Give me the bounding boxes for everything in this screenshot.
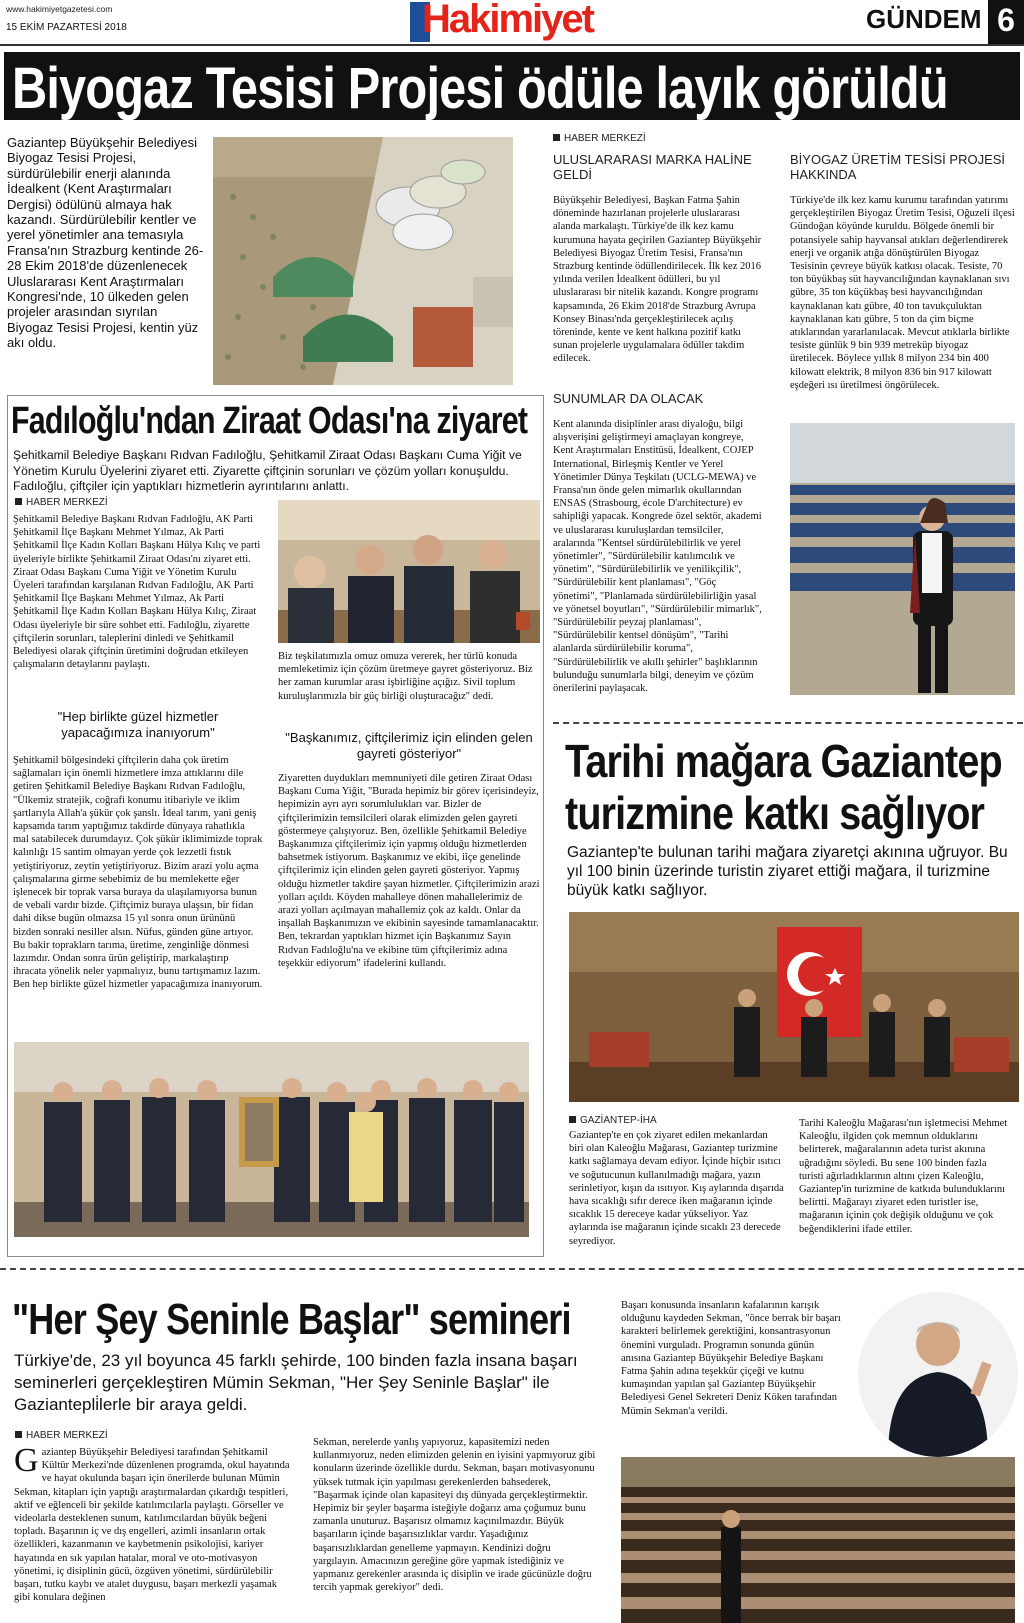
lead-headline-bar — [4, 52, 1020, 120]
speaker-portrait — [858, 1292, 1018, 1457]
lead-subhead-sunumlar: SUNUMLAR DA OLACAK — [553, 391, 704, 406]
lead-body-1: Büyükşehir Belediyesi, Başkan Fatma Şahin döneminde hazırlanan projelerle uluslararası alanda markalaştı. Türkiye'de ilk kez kamu kurumuna hayata geçirilen Gaziantep Büyükşehir Belediyesi Biyogaz Üretim Tesisi, Fransa'nın Strazburg kentinde ödüllendirilecek. İlk kez 2016 yılında verilen İdealkent ödülleri, bu yıl uluslararası bir nitelik kazandı. Kongre programı kapsamında, 26 Ekim 2018'de Strazburg Avrupa Konsey Binası'nda gerçekleştirilecek açılış töreninde, kente ve kent halkına pozitif katkı sunan projelerle uygulamalara ödüller takdim edilecek. — [553, 195, 762, 365]
lead-headline: Biyogaz Tesisi Projesi ödüle layık görüldü — [12, 56, 948, 120]
seminar-hall-illustration — [621, 1457, 1015, 1623]
fadiloglu-body-4: Ziyaretten duydukları memnuniyeti dile getiren Ziraat Odası Başkanı Cuma Yiğit, "Burada hepimiz bir görev içerisindeyiz, hepimizin ayrı ayrı sorumlulukları var. Bizler de çiftçilerimizin temsilcileri olarak elimizden gelen gayreti göstermeye çalışıyoruz. Ben, özellikle Şehitkamil Belediye Başkanımıza çiftçilerimiz için yapmış olduğu hizmetlerden bahsetmek istiyorum. Başkanımız ve ekibi, iîçe genelinde çiftçilerimiz için elinden gelen gayreti gösteriyor. Yapmış olduğu hizmetler takdire şayan hizmetler. Çiftçilerimizin arazi yolları açıldı. Köyden mahalleye dönen mahallelerimiz de arazi yolları açılmayan mahallemiz çok az kaldı. Onlar da inşallah Başkanımızın ve ekibinin sayesinde tamamlanacaktır. Ben, tekrardan yaptıkları hizmet için Başkanımız Sayın Rıdvan Fadıloğlu'na ve ekibine tüm çiftçilerimiz adına teşekkür ediyorum" ifadelerini kullandı. — [278, 773, 540, 969]
seminer-byline: HABER MERKEZİ — [15, 1430, 108, 1441]
lead-subhead-biyogaz: BİYOGAZ ÜRETİM TESİSİ PROJESİ HAKKINDA — [790, 152, 1006, 182]
issue-date: 15 EKİM PAZARTESİ 2018 — [6, 22, 127, 33]
page-number-box — [988, 0, 1024, 44]
solar-field-illustration — [790, 423, 1015, 695]
meeting-illustration — [278, 500, 540, 643]
fadiloglu-body-2: Şehitkamil bölgesindeki çiftçilerin daha çok üretim sağlamaları için önemli hizmetlere imza attıklarını dile getiren Şehitkamil Belediye Başkanı Rıdvan Fadıloğlu, "Ülkemiz stratejik, coğrafi konumu itibariyle ve iklim şartlarıyla Allah'a şükür çok şanslı. İdeal tarım, yani geniş kapsamda tarım yaptığımız takdirde dünyaya rahatlıkla mal satabilecek durumdayız. Çok şükür iklimimizde toprak kalınlığı 15 santim olmayan yerde çok lezzetli fıstık yetiştiriyoruz, zeytin yetiştiriyoruz. Bizim arazi yolu açma çalışmalarına girme sebebimiz de bu memlekette eğer işlenecek bir toprak varsa buraya da ulaşılamıyorsa bunun de vebali vardır bizde. Çiftçimiz buraya ulaşsın, bir fidan dahi dikse bugün olmazsa 15 yıl sonra onun ürününü bizden sonraki nesiller alsın. Nüfus, günden güne artıyor. Bu bakir topraklarn tarıma, üretime, zenginliğe dönmesi lazımdır. Ondan sonra ürün geliştirip, markalaştırıp ihracata yönelik neler yapmalıyız, bunu tartışmamız lazım. Ben hep birlikte güzel hizmetler yapacağımıza inanıyorum. — [13, 755, 263, 991]
fadiloglu-headline: Fadıloğlu'ndan Ziraat Odası'na ziyaret — [11, 400, 528, 442]
seminer-headline: "Her Şey Seninle Başlar" semineri — [12, 1295, 571, 1344]
seminer-body-2: Sekman, nerelerde yanlış yapıyoruz, kapasitemizi neden kullanmıyoruz, neden elimizden gelenin en iyisini yapmıyoruz gibi konuların üzerinde özellikle durdu. Sekman, başarı motivasyonunu yüksek tutmak için yapılması gerekenlerden bahsederek, "Başarmak içinde olan kapasiteyi dış dünyada gerçekleştirmektir. Hepimiz bir şeyler başarma isteğiyle doğarız ama çoğumuz bunu zamanla unuturuz. Başarısız olmamız kaçınılmazdır. Büyük başarıların içinde başarısızlıklar vardır. Yaşadığınız başarısızlıklardan genelleme yapmayın. Kendinizi doğru yargılayın. Amacınızın gereğine göre yapmak istediğiniz ve yapmanız gerekenler arasında iç disiplin ve irade gücünüzle doğru tercih yapmak gerekiyor" dedi. — [313, 1437, 596, 1594]
seminer-col1-wrap — [14, 1442, 292, 1604]
magara-summary: Gaziantep'te bulunan tarihi mağara ziyaretçi akınına uğruyor. Bu yıl 100 binin üzerinde turistin ziyaret ettiği mağara, il turizmine büyük katkı sağlıyor. — [567, 844, 1008, 899]
fadiloglu-byline: HABER MERKEZİ — [15, 497, 108, 508]
seminer-body-3: Başarı konusunda insanların kafalarının karışık olduğunu kaydeden Sekman, "önce berrak bir başarı karakteri belirlemek gerektiğini, konsantrasyonun önemini vurguladı. Programın sonunda günün anısına Gaziantep Büyükşehir Belediye Başkanı Fatma Şahin adına teşekkür çiçeği ve kutnu kumaşından yapılan şal Gaziantep Büyükşehir Belediyesi Genel Sekreteri Deniz Köken tarafından Mümin Sekman'a verildi. — [621, 1300, 841, 1417]
masthead-logo[interactable] — [410, 0, 600, 44]
fadiloglu-quote-1: "Hep birlikte güzel hizmetler yapacağımıza inanıyorum" — [57, 709, 219, 740]
cave-illustration — [569, 912, 1019, 1102]
lead-byline: HABER MERKEZİ — [553, 133, 646, 144]
magara-headline-2: turizmine katkı sağlıyor — [565, 787, 985, 839]
logo-wordmark: Hakimiyet — [422, 0, 593, 41]
seminer-dropcap: G — [14, 1442, 39, 1479]
fadiloglu-summary: Şehitkamil Belediye Başkanı Rıdvan Fadıloğlu, Şehitkamil Ziraat Odası Başkanı Cuma Yiğit ve Yönetim Kurulu Üyelerini ziyaret etti. Ziyarette çiftçinin sorunları ve çözüm yolları konuşuldu. Fadıloğlu, çiftçiler için yaptıkları hizmetlerin ayrıntılarını anlattı. — [13, 448, 522, 493]
magara-headline-1: Tarihi mağara Gaziantep — [565, 735, 1002, 787]
masthead-rule — [0, 44, 1024, 46]
page-number: 6 — [997, 2, 1015, 38]
group-photo — [14, 1042, 529, 1237]
section-label: GÜNDEM — [866, 4, 982, 34]
meeting-photo — [278, 500, 540, 643]
website-url[interactable]: www.hakimiyetgazetesi.com — [6, 4, 113, 14]
lead-intro: Gaziantep Büyükşehir Belediyesi Biyogaz Tesisi Projesi, sürdürülebilir enerji alanında İdealkent (Kent Araştırmaları Dergisi) ödülünü almaya hak kazandı. Sürdürülebilir kentler ve yerel yönetimler ana temasıyla Fransa'nın Strazburg kentinde 26-28 Ekim 2018'de düzenlenecek Uluslararası Kent Araştırmaları Kongresi'nde, 10 ülkeden gelen projeler arasından sıyrılan Biyogaz Tesisi Projesi, kentin yüz akı oldu. — [7, 135, 204, 351]
fadiloglu-quote-2: "Başkanımız, çiftçilerimiz için elinden gelen gayreti gösteriyor" — [285, 730, 533, 761]
magara-body-2: Tarihi Kaleoğlu Mağarası'nın işletmecisi Mehmet Kaleoğlu, ilgiden çok memnun olduklarını belirterek, mağaralarının adeta turist akınına uğradığını söyledi. Bu sene 100 binden fazla turisti ağırladıklarının altını çizen Kaleoğlu, Gaziantep'in turizmine de katkıda bulunduklarını belirtti. Mağarayı ziyaret eden turistler ise, mağaranın içinin çok değişik olduğunu ve çok beğendiklerini ifade ettiler. — [799, 1118, 1008, 1235]
page-divider — [0, 1268, 1024, 1270]
cave-photo — [569, 912, 1019, 1102]
seminar-hall-photo — [621, 1457, 1015, 1623]
fadiloglu-body-1: Şehitkamil Belediye Başkanı Rıdvan Fadıloğlu, AK Parti Şehitkamil İlçe Başkanı Mehmet Yılmaz, Ak Parti Şehitkamil İlçe Kadın Kolları Başkanı Hülya Kılıç ve parti üyeleriyle birlikte Şehitkamil Ziraat Odası'nı ziyaret etti. Ziraat Odası Başkanı Cuma Yiğit ve Yönetim Kurulu Üyeleri tarafından karşılanan Rıdvan Fadıloğlu, AK Parti Şehitkamil İlçe Başkanı Mehmet Yılmaz, Ak Parti Şehitkamil İlçe Kadın Kolları Başkanı Hülya Kılıç, Ziraat Odası üyeleriyle bir süre sohbet etti. Fadıloğlu, ziyarette çiftçilerin sorunları, taleplerini dinledi ve Şehitkamil Belediyesi olarak çiftçinin üretimini doğrudan etkileyen çalışmaların detaylarını paylaştı. — [13, 514, 261, 671]
magara-byline: GAZİANTEP-İHA — [569, 1115, 657, 1126]
seminer-summary: Türkiye'de, 23 yıl boyunca 45 farklı şehirde, 100 binden fazla insana başarı seminerleri gerçekleştiren Mümin Sekman, "Her Şey Seninle Başlar" ile Gaziantepli̇lerle bir araya geldi. — [14, 1351, 578, 1414]
seminer-body-1: aziantep Büyükşehir Belediyesi tarafından Şehitkamil Kültür Merkezi'nde düzenlenen programda, okul hayatında ve hayat okulunda başarı için önerilerde bulunan Mümin Sekman, kitapları için yaptığı araştırmalardan çıkardığı tespitleri, aktif ve eğlenceli bir şekilde katılımcılarla paylaştı. Görseller ve videolarla desteklenen sunum, katılımcılardan büyük beğeni topladı. Başarının iç ve dış engelleri, azimli insanların ortak özellikleri, kazanmanın ve kaybetmenin psikolojisi, kariyer hayatında en sık yapılan hatalar, moral ve oto-motivasyon yönetimi, iç disiplinin gücü, özgüven yönetimi, sürdürülebilir başarı, tutku kaybı ve atalet duygusu, başarı merkezli yaşamak gibi konulara değinen — [14, 1447, 290, 1604]
solar-field-photo — [790, 423, 1015, 695]
group-illustration — [14, 1042, 529, 1237]
lead-body-2: Kent alanında disiplinler arası diyaloğu, bilgi alışverişini geliştirmeyi amaçlayan kongreye, Kent Araştırmaları Enstitüsü, İdealkent, COJEP International, Birleşmiş Kentler ve Yerel Yönetimler Dünya Teşkilatı (UCLG-MEWA) ve Fransa'nın önde gelen mimarlık okullarından ENSAS (Strasbourg, école D'architecture) ev sahipliği yapacak. Kongrede özel sektör, akademi ve uluslararası kuruluşlardan temsilciler, aralarında "Kentsel sürdürülebilirlik ve yerel yönetimler", "Sürdürülebilir katılımcılık ve yönetim", "Sürdürülebilirlik ve yenilikçilik", "Sürdürülebilir kent planlaması", "Göç yönetimi", "Planlamada sürdürülebilirliğin yasal ve yönetsel boyutları", "Sürdürülebilir mimarlık", "Sürdürülebilir peyzaj planlaması", "Sürdürülebilir kentsel dönüşüm", "Tarihi alanlarda sürdürülebilir koruma", "Sürdürülebilirlik ve akıllı şehirler" başlıklarının bulunduğu sunumlarla bilgi, deneyim ve çözüm önerilerini paylaşacak. — [553, 419, 762, 695]
fadiloglu-body-3: Biz teşkilatımızla omuz omuza vererek, her türlü konuda memleketimiz için çözüm üretmeye gayret gösteriyoruz. Biz her zaman kurumlar arası işbirliğine açığız. Sivil toplum kuruluşlarımızla bir güç birliği oluşturacağız" dedi. — [278, 651, 533, 702]
magara-body-1: Gaziantep'te en çok ziyaret edilen mekanlardan biri olan Kaleoğlu Mağarası, Gaziantep turizmine katkı sağlamaya devam ediyor. İçinde hiçbir ısıtıcı ve soğutucunun kullanılmadığı mağara, yazın serinletiyor, kışın da ısıtıyor. Kış aylarında dışarıda hava sıcaklığı sıfır derece iken mağaranın içinde sıcaklık 15 dereceye kadar yükseliyor. Yaz aylarında ise mağaranın içinde sıcaklı 23 derecede seyrediyor. — [569, 1130, 784, 1247]
biogas-plant-illustration — [213, 137, 513, 385]
speaker-illustration — [858, 1292, 1018, 1457]
lead-subhead-marka: ULUSLARARASI MARKA HALİNE GELDİ — [553, 152, 752, 182]
biogas-plant-photo — [213, 137, 513, 385]
lead-body-3: Türkiye'de ilk kez kamu kurumu tarafından yatırımı gerçekleştirilen Biyogaz Üretim Tesisi, Oğuzeli ilçesi Gündoğan köyünde kuruldu. Bölgede önemli bir potansiyele sahip hayvansal atıkları değerlendirerek enerji ve organik atığa dönüştürülen Biyogaz Tesisinin çevreye büyük katkısı olacak. Tesiste, 70 ton büyükbaş süt hayvancılığından kaynaklanan sıvı gübre, 35 ton küçükbaş besi hayvancılığından kaynaklanan katı gübre, 40 ton tavukçuluktan kaynaklanan katı gübre, 5 ton da çim biçme atıklarından yararlanılacak. Mevcut atıklarla birlikte tesiste günlük 9 bin 939 metreküp biyogaz üretilecek. Böylece yıllık 8 milyon 234 bin 400 kilowatt elektrik, 8 milyon 836 bin 917 kilowatt eşdeğeri ısı üretilmesi öngörülecek. — [790, 195, 1015, 391]
lead-divider — [553, 722, 1023, 724]
